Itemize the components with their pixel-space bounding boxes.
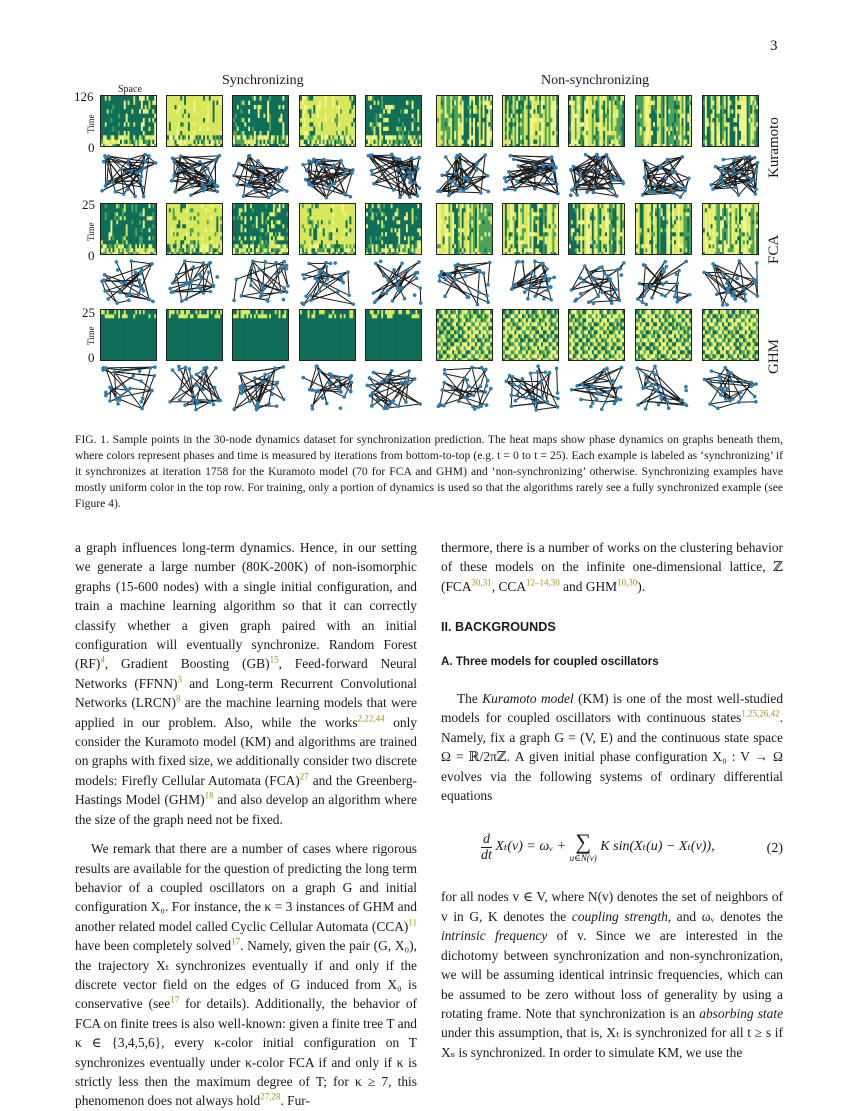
time-label: Time <box>86 222 96 241</box>
heatmap-panel <box>502 309 559 361</box>
graph-drawing <box>363 257 425 309</box>
citation[interactable]: 17 <box>231 937 240 947</box>
graph-drawing <box>230 150 292 202</box>
heatmap-panel <box>166 309 223 361</box>
heatmap-panel <box>436 203 493 255</box>
heatmap-panel <box>502 95 559 147</box>
graph-drawing <box>164 150 226 202</box>
graph-drawing <box>98 362 160 414</box>
heatmap-panel <box>702 95 759 147</box>
graph-drawing <box>230 257 292 309</box>
citation[interactable]: 2,22,44 <box>358 713 385 723</box>
time-label: Time <box>86 326 96 345</box>
equation-number: (2) <box>767 839 783 858</box>
graph-drawing <box>98 257 160 309</box>
heatmap-panel <box>502 203 559 255</box>
equation-2: $\frac{d}{dt}$ Xₜ(v) = ωᵥ + ∑ u∈N(v) K sin(Xₜ(u) − Xₜ(v)), (2) <box>441 817 783 879</box>
graph-drawing <box>566 257 628 309</box>
heatmap-panel <box>100 309 157 361</box>
tick-top-kuramoto: 126 <box>74 89 94 105</box>
graph-drawing <box>230 362 292 414</box>
col-header-nonsync: Non-synchronizing <box>541 73 649 89</box>
heatmap-panel <box>568 95 625 147</box>
graph-drawing <box>363 362 425 414</box>
figure-1 <box>0 0 850 430</box>
graph-drawing <box>633 150 695 202</box>
graph-drawing <box>700 150 762 202</box>
heatmap-panel <box>635 309 692 361</box>
graph-drawing <box>700 362 762 414</box>
subsection-heading: A. Three models for coupled oscillators <box>441 652 783 671</box>
citation[interactable]: 8 <box>176 694 181 704</box>
heatmap-panel <box>436 309 493 361</box>
citation[interactable]: 15 <box>270 655 279 665</box>
heatmap-panel <box>436 95 493 147</box>
paragraph: a graph influences long-term dynamics. Hence, in our setting we generate a large number (80K-200K) of non-isomorphic graphs (15-600 nodes) with a single initial configuration, and train a machine learning algorithm so that it can correctly classify whether a given graph paired with an initial configuration will eventually synchronize. Random Forest (RF)$^4$, Gradient Boosting (GB)$^{15}$, Feed-forward Neural Networks (FFNN)$^3$ and Long-term Recurrent Convolutional Networks (LRCN)$^8$ are the machine learning models that were applied in our problem. Also, while the works$^{2,22,44}$ only consider the Kuramoto model (KM) and algorithms are trained on graphs with fixed size, we additionally consider two discrete models: Firefly Cellular Automata (FCA)$^{27}$ and the Greenberg-Hastings Model (GHM)$^{18}$ and also develop an algorithm where the size of the graph need not be fixed. <box>75 538 417 829</box>
row-label-fca: FCA <box>766 235 783 264</box>
heatmap-panel <box>702 309 759 361</box>
citation[interactable]: 30,31 <box>472 577 492 587</box>
graph-drawing <box>297 362 359 414</box>
graph-drawing <box>500 257 562 309</box>
heatmap-panel <box>299 95 356 147</box>
graph-drawing <box>297 150 359 202</box>
graph-drawing <box>633 257 695 309</box>
tick-bottom-kuramoto: 0 <box>88 140 95 156</box>
graph-drawing <box>566 362 628 414</box>
heatmap-panel <box>166 95 223 147</box>
heatmap-panel <box>702 203 759 255</box>
heatmap-panel <box>568 203 625 255</box>
heatmap-panel <box>568 309 625 361</box>
graph-drawing <box>500 150 562 202</box>
paragraph: for all nodes v ∈ V, where N(v) denotes the set of neighbors of v in G, K denotes the coupling strength, and ωᵥ denotes the intrinsic frequency of v. Since we are interested in the dichotomy between synchronization and non-synchronization, we will be assuming identical intrinsic frequencies, which can be assumed to be zero without loss of generality by using a rotating frame. Note that synchronization is an absorbing state under this assumption, that is, Xₜ is synchronized for all t ≥ s if Xₛ is synchronized. In order to simulate KM, we use the <box>441 887 783 1062</box>
row-label-kuramoto: Kuramoto <box>766 117 783 178</box>
graph-drawing <box>700 257 762 309</box>
graph-drawing <box>434 150 496 202</box>
heatmap-panel <box>232 203 289 255</box>
tick-top-fca: 25 <box>82 197 95 213</box>
page-number: 3 <box>770 38 778 55</box>
citation[interactable]: 1,25,26,42 <box>741 709 779 719</box>
heatmap-panel <box>365 95 422 147</box>
citation[interactable]: 12–14,30 <box>526 577 560 587</box>
space-label: Space <box>118 84 142 95</box>
heatmap-panel <box>635 95 692 147</box>
paragraph: We remark that there are a number of cases where rigorous results are available for the question of predicting the long term behavior of a coupled oscillators on a graph G and initial configuration X₀. For instance, the κ = 3 instances of GHM and another related model called Cyclic Cellular Automata (CCA)$^{11}$ have been completely solved$^{17}$. Namely, given the pair (G, X₀), the trajectory Xₜ synchronizes eventually if and only if the discrete vector field on the edges of G induced from X₀ is conservative (see$^{17}$ for details). Additionally, the behavior of FCA on finite trees is also well-known: given a finite tree T and κ ∈ {3,4,5,6}, every κ-color initial configuration on T synchronizes eventually under κ-color FCA if and only if κ is strictly less then the maximum degree of T; for κ ≥ 7, this phenomenon does not always hold$^{27,28}$. Fur- <box>75 839 417 1111</box>
citation[interactable]: 11 <box>408 917 417 927</box>
graph-drawing <box>98 150 160 202</box>
heatmap-panel <box>299 203 356 255</box>
tick-top-ghm: 25 <box>82 305 95 321</box>
citation[interactable]: 18 <box>205 791 214 801</box>
heatmap-panel <box>100 203 157 255</box>
row-label-ghm: GHM <box>766 339 783 374</box>
time-label: Time <box>86 114 96 133</box>
paragraph: The Kuramoto model (KM) is one of the most well-studied models for coupled oscillators with continuous states$^{1,25,26,42}$. Namely, fix a graph G = (V, E) and the continuous state space Ω = ℝ/2πℤ. A given initial phase configuration X₀ : V → Ω evolves via the following systems of ordinary differential equations <box>441 689 783 805</box>
heatmap-panel <box>299 309 356 361</box>
heatmap-panel <box>232 309 289 361</box>
graph-drawing <box>363 150 425 202</box>
heatmap-panel <box>635 203 692 255</box>
right-column <box>441 538 783 1062</box>
section-heading: II. BACKGROUNDS <box>441 618 783 637</box>
col-header-sync: Synchronizing <box>222 73 304 89</box>
citation[interactable]: 4 <box>100 655 105 665</box>
graph-drawing <box>566 150 628 202</box>
heatmap-panel <box>365 203 422 255</box>
tick-bottom-ghm: 0 <box>88 350 95 366</box>
heatmap-panel <box>232 95 289 147</box>
graph-drawing <box>633 362 695 414</box>
citation[interactable]: 10,30 <box>617 577 637 587</box>
graph-drawing <box>434 257 496 309</box>
graph-drawing <box>164 257 226 309</box>
tick-bottom-fca: 0 <box>88 248 95 264</box>
figure-caption: FIG. 1. Sample points in the 30-node dynamics dataset for synchronization prediction. The heat maps show phase dynamics on graphs beneath them, where colors represent phases and time is measured by iterations from bottom-to-top (e.g. t = 0 to t = 25). Each example is labeled as ‘synchronizing’ if it synchronizes at iteration 1758 for the Kuramoto model (70 for FCA and GHM) and ‘non-synchronizing’ otherwise. Synchronizing examples have mostly uniform color in the top row. For training, only a portion of dynamics is used so that the algorithms rarely see a fully synchronized example (see Figure 4). <box>75 432 783 512</box>
paragraph: thermore, there is a number of works on the clustering behavior of these models on the infinite one-dimensional lattice, ℤ (FCA$^{30,31}$, CCA$^{12-14,30}$ and GHM$^{10,30}$). <box>441 538 783 596</box>
heatmap-panel <box>166 203 223 255</box>
graph-drawing <box>434 362 496 414</box>
graph-drawing <box>164 362 226 414</box>
graph-drawing <box>500 362 562 414</box>
citation[interactable]: 3 <box>177 674 182 684</box>
citation[interactable]: 17 <box>170 995 179 1005</box>
heatmap-panel <box>365 309 422 361</box>
heatmap-panel <box>100 95 157 147</box>
graph-drawing <box>297 257 359 309</box>
left-column <box>75 538 417 1111</box>
citation[interactable]: 27 <box>300 771 309 781</box>
citation[interactable]: 27,28 <box>260 1092 280 1102</box>
